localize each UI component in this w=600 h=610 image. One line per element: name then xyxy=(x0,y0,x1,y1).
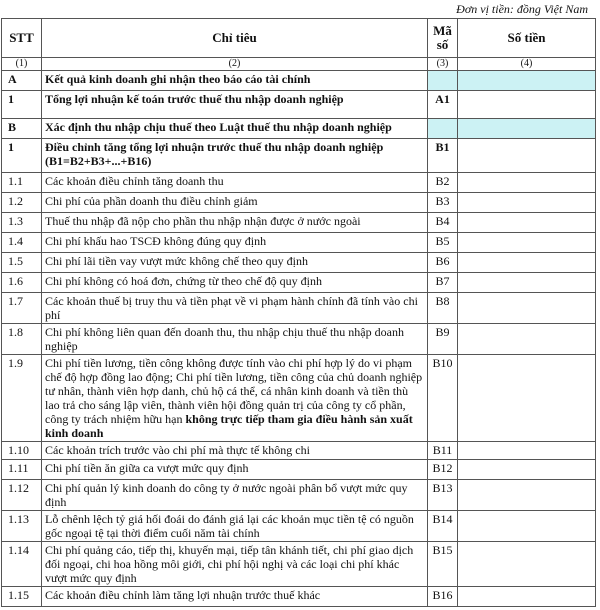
row-chi-tieu xyxy=(42,213,428,233)
row-stt: 1.11 xyxy=(2,460,42,480)
row-stt: 1.4 xyxy=(2,233,42,253)
row-chi-tieu xyxy=(42,355,428,442)
row-chi-tieu-text: Chi phí không liên quan đến doanh thu, thu nhập chịu thuế thu nhập doanh nghiệp xyxy=(45,325,404,353)
row-chi-tieu-text: Các khoản điều chỉnh làm tăng lợi nhuận trước thuế khác xyxy=(45,588,321,602)
row-stt: 1.13 xyxy=(2,511,42,542)
table-row xyxy=(2,460,596,480)
table-row xyxy=(2,193,596,213)
row-stt: 1.10 xyxy=(2,442,42,460)
row-ma-so: B13 xyxy=(428,480,458,511)
row-so-tien-cell[interactable] xyxy=(458,173,596,193)
row-stt: 1.15 xyxy=(2,587,42,607)
row-chi-tieu-text: Chi phí tiền lương, tiền công không được tính vào chi phí hợp lý do vi phạm chế độ hợp đồng lao động; Chi phí tiền lương, tiền công của chủ doanh nghiệp tư nhân, thành viên hợp danh, chủ hộ cá thể, cá nhân kinh doanh và tiền thù lao trả cho sáng lập viên, thành viên hội đồng quản trị của công ty cổ phần, công ty trách nhiệm hữu hạn xyxy=(45,356,423,426)
header-chi-tieu: Chỉ tiêu xyxy=(42,19,428,58)
row-ma-so: B2 xyxy=(428,173,458,193)
row-stt: B xyxy=(2,119,42,139)
row-ma-so: B5 xyxy=(428,233,458,253)
row-so-tien-cell[interactable] xyxy=(458,542,596,587)
row-so-tien-cell[interactable] xyxy=(458,355,596,442)
row-stt: 1.5 xyxy=(2,253,42,273)
row-chi-tieu-text: Thuế thu nhập đã nộp cho phần thu nhập nhận được ở nước ngoài xyxy=(45,214,361,228)
row-chi-tieu xyxy=(42,71,428,91)
row-stt: 1.9 xyxy=(2,355,42,442)
row-stt: 1.12 xyxy=(2,480,42,511)
table-row xyxy=(2,324,596,355)
row-chi-tieu-text: Chi phí khấu hao TSCĐ không đúng quy định xyxy=(45,234,267,248)
row-chi-tieu xyxy=(42,480,428,511)
header-stt: STT xyxy=(2,19,42,58)
row-so-tien-cell[interactable] xyxy=(458,193,596,213)
row-so-tien-cell[interactable] xyxy=(458,293,596,324)
table-row xyxy=(2,273,596,293)
row-chi-tieu-text: Chi phí quảng cáo, tiếp thị, khuyến mại, tiếp tân khánh tiết, chi phí giao dịch đối ngoại, chi hoa hồng môi giới, chi phí hội nghị và các loại chi phí khác vượt mức quy định xyxy=(45,543,414,585)
row-so-tien-cell[interactable] xyxy=(458,442,596,460)
tax-adjustment-table xyxy=(1,18,595,607)
column-index-row xyxy=(2,58,596,71)
row-chi-tieu-text: Kết quả kinh doanh ghi nhận theo báo cáo tài chính xyxy=(45,72,311,86)
row-ma-so xyxy=(428,119,458,139)
row-ma-so: B7 xyxy=(428,273,458,293)
row-stt: 1.6 xyxy=(2,273,42,293)
row-stt: 1.7 xyxy=(2,293,42,324)
row-chi-tieu xyxy=(42,460,428,480)
row-so-tien-cell[interactable] xyxy=(458,213,596,233)
table-row xyxy=(2,442,596,460)
row-so-tien-cell[interactable] xyxy=(458,480,596,511)
col-index-4: (4) xyxy=(458,58,596,71)
row-so-tien-cell[interactable] xyxy=(458,273,596,293)
table-row xyxy=(2,213,596,233)
row-chi-tieu xyxy=(42,511,428,542)
col-index-3: (3) xyxy=(428,58,458,71)
row-ma-so: B9 xyxy=(428,324,458,355)
row-ma-so xyxy=(428,71,458,91)
table-row xyxy=(2,139,596,173)
table-row xyxy=(2,173,596,193)
row-stt: 1.14 xyxy=(2,542,42,587)
row-chi-tieu xyxy=(42,233,428,253)
header-ma-so: Mã số xyxy=(428,19,458,58)
row-stt: A xyxy=(2,71,42,91)
row-chi-tieu xyxy=(42,273,428,293)
row-chi-tieu-text: Lỗ chênh lệch tỷ giá hối đoái do đánh giá lại các khoản mục tiền tệ có nguồn gốc ngoại tệ tại thời điểm cuối năm tài chính xyxy=(45,512,414,540)
row-chi-tieu-text: Xác định thu nhập chịu thuế theo Luật thuế thu nhập doanh nghiệp xyxy=(45,120,392,134)
row-chi-tieu xyxy=(42,173,428,193)
row-so-tien-cell[interactable] xyxy=(458,71,596,91)
table-header-row xyxy=(2,19,596,58)
row-so-tien-cell[interactable] xyxy=(458,91,596,119)
row-so-tien-cell[interactable] xyxy=(458,119,596,139)
row-so-tien-cell[interactable] xyxy=(458,324,596,355)
row-so-tien-cell[interactable] xyxy=(458,460,596,480)
row-stt: 1.1 xyxy=(2,173,42,193)
col-index-2: (2) xyxy=(42,58,428,71)
row-ma-so: B8 xyxy=(428,293,458,324)
table-row xyxy=(2,233,596,253)
row-chi-tieu xyxy=(42,119,428,139)
row-chi-tieu-text: Chi phí không có hoá đơn, chứng từ theo chế độ quy định xyxy=(45,274,322,288)
row-ma-so: B1 xyxy=(428,139,458,173)
table-row xyxy=(2,355,596,442)
row-so-tien-cell[interactable] xyxy=(458,139,596,173)
table-row xyxy=(2,542,596,587)
table-row xyxy=(2,480,596,511)
row-ma-so: B10 xyxy=(428,355,458,442)
table-row xyxy=(2,119,596,139)
row-so-tien-cell[interactable] xyxy=(458,587,596,607)
row-stt: 1.8 xyxy=(2,324,42,355)
row-chi-tieu xyxy=(42,587,428,607)
row-ma-so: B14 xyxy=(428,511,458,542)
row-so-tien-cell[interactable] xyxy=(458,233,596,253)
row-chi-tieu xyxy=(42,442,428,460)
row-chi-tieu-text: Các khoản điều chỉnh tăng doanh thu xyxy=(45,174,224,188)
col-index-1: (1) xyxy=(2,58,42,71)
row-chi-tieu-text: Tổng lợi nhuận kế toán trước thuế thu nhập doanh nghiệp xyxy=(45,92,344,106)
row-chi-tieu-text: Chi phí của phần doanh thu điều chỉnh giảm xyxy=(45,194,258,208)
row-chi-tieu-bold-text: không trực tiếp tham gia điều hành sản xuất kinh doanh xyxy=(45,412,413,440)
row-chi-tieu xyxy=(42,193,428,213)
row-so-tien-cell[interactable] xyxy=(458,253,596,273)
row-stt: 1.3 xyxy=(2,213,42,233)
row-chi-tieu xyxy=(42,542,428,587)
row-chi-tieu xyxy=(42,91,428,119)
table-row xyxy=(2,587,596,607)
row-stt: 1 xyxy=(2,139,42,173)
row-chi-tieu-text: Các khoản thuế bị truy thu và tiền phạt về vi phạm hành chính đã tính vào chi phí xyxy=(45,294,418,322)
row-ma-so: B4 xyxy=(428,213,458,233)
currency-unit-label: Đơn vị tiền: đồng Việt Nam xyxy=(456,2,588,16)
row-chi-tieu xyxy=(42,293,428,324)
row-ma-so: B15 xyxy=(428,542,458,587)
row-stt: 1.2 xyxy=(2,193,42,213)
row-ma-so: B11 xyxy=(428,442,458,460)
row-ma-so: B3 xyxy=(428,193,458,213)
row-chi-tieu-text: Các khoản trích trước vào chi phí mà thực tế không chi xyxy=(45,443,310,457)
row-chi-tieu-text: Chi phí lãi tiền vay vượt mức không chế theo quy định xyxy=(45,254,308,268)
row-chi-tieu-text: Chi phí tiền ăn giữa ca vượt mức quy định xyxy=(45,461,249,475)
row-chi-tieu xyxy=(42,253,428,273)
row-so-tien-cell[interactable] xyxy=(458,511,596,542)
table-row xyxy=(2,71,596,91)
row-stt: 1 xyxy=(2,91,42,119)
row-chi-tieu xyxy=(42,324,428,355)
row-ma-so: A1 xyxy=(428,91,458,119)
row-chi-tieu-text: Điều chỉnh tăng tổng lợi nhuận trước thuế thu nhập doanh nghiệp (B1=B2+B3+...+B16) xyxy=(45,140,384,168)
row-ma-so: B12 xyxy=(428,460,458,480)
row-ma-so: B16 xyxy=(428,587,458,607)
table-row xyxy=(2,511,596,542)
table-row xyxy=(2,91,596,119)
table-row xyxy=(2,293,596,324)
table-row xyxy=(2,253,596,273)
header-so-tien: Số tiền xyxy=(458,19,596,58)
row-ma-so: B6 xyxy=(428,253,458,273)
row-chi-tieu xyxy=(42,139,428,173)
row-chi-tieu-text: Chi phí quản lý kinh doanh do công ty ở nước ngoài phân bổ vượt mức quy định xyxy=(45,481,408,509)
